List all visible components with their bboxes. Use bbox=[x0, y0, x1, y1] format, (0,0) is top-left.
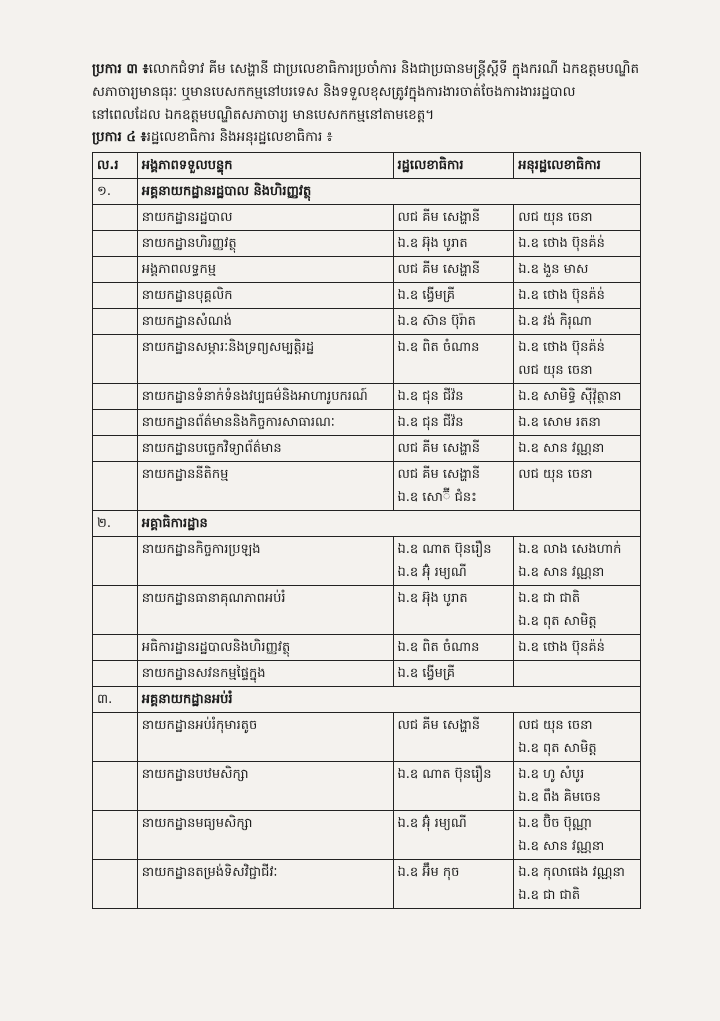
secretary-cell bbox=[393, 335, 514, 384]
table-row bbox=[93, 436, 641, 462]
unit-name: នាយកដ្ឋានសវនកម្មផ្ទៃក្នុង bbox=[137, 661, 393, 687]
unit-name: នាយកដ្ឋានសម្ភារៈនិងទ្រព្យសម្បត្តិរដ្ឋ bbox=[137, 335, 393, 384]
group-name: អគ្គនាយកដ្ឋានអប់រំ bbox=[137, 687, 640, 713]
under-secretary-name: លជ យុន ចេនា bbox=[518, 467, 593, 482]
table-row bbox=[93, 811, 641, 860]
group-number: ១. bbox=[93, 179, 138, 205]
under-secretary-cell bbox=[514, 436, 641, 462]
article-3-label: ប្រការ ៣ ៖ bbox=[92, 61, 149, 77]
under-secretary-name: ឯ.ឧ សោម រតនា bbox=[518, 415, 601, 430]
row-number-cell bbox=[93, 661, 138, 687]
secretary-cell bbox=[393, 811, 514, 860]
article-3-line-1 bbox=[92, 58, 682, 81]
secretary-name: ឯ.ឧ ណាត ប៊ុនរឿន bbox=[397, 767, 492, 782]
under-secretary-cell bbox=[514, 635, 641, 661]
secretary-name: ឯ.ឧ អ៊ុំ រម្យណី bbox=[397, 565, 467, 580]
secretary-cell bbox=[393, 231, 514, 257]
table-row bbox=[93, 860, 641, 909]
row-number-cell bbox=[93, 713, 138, 762]
under-secretary-name: ឯ.ឧ ជា ជាតិ bbox=[518, 591, 581, 606]
table-row bbox=[93, 635, 641, 661]
secretary-cell bbox=[393, 586, 514, 635]
row-number-cell bbox=[93, 410, 138, 436]
under-secretary-cell bbox=[514, 309, 641, 335]
article-4-label: ប្រការ ៤ ៖ bbox=[92, 129, 147, 145]
under-secretary-name: ឯ.ឧ សាន វណ្ណនា bbox=[518, 839, 605, 854]
group-number: ៣. bbox=[93, 687, 138, 713]
secretary-cell bbox=[393, 309, 514, 335]
secretary-name: លជ គីម សេង្ហានី bbox=[397, 210, 481, 225]
secretary-name: ឯ.ឧ អ៊ុំ រម្យណី bbox=[397, 816, 467, 831]
table-header-row bbox=[93, 153, 641, 179]
group-name: អគ្គាធិការដ្ឋាន bbox=[137, 511, 640, 537]
group-name: អគ្គនាយកដ្ឋានរដ្ឋបាល និងហិរញ្ញវត្ថុ bbox=[137, 179, 640, 205]
under-secretary-name: ឯ.ឧ ថោង ប៊ុនគ៉ន់ bbox=[518, 288, 605, 303]
under-secretary-name: ឯ.ឧ ហូ សំបូរ bbox=[518, 767, 585, 782]
secretary-name: លជ គីម សេង្ហានី bbox=[397, 467, 481, 482]
secretary-cell bbox=[393, 205, 514, 231]
table-row bbox=[93, 462, 641, 511]
unit-name: នាយកដ្ឋានមធ្យមសិក្សា bbox=[137, 811, 393, 860]
header-under-secretary: អនុរដ្ឋលេខាធិការ bbox=[514, 153, 641, 179]
secretary-name: ឯ.ឧ ពិត ចំណាន bbox=[397, 340, 480, 355]
secretary-name: ឯ.ឧ អ៊ុង បូរាត bbox=[397, 236, 468, 251]
secretary-name: ឯ.ឧ ជុន ជីវ៉ន bbox=[397, 415, 464, 430]
header-number: ល.រ bbox=[93, 153, 138, 179]
table-row bbox=[93, 335, 641, 384]
article-3-text-1: លោកជំទាវ គីម សេង្ហានី ជាប្រលេខាធិការប្រចាំការ និងជាប្រធានមន្ត្រីស្តីទី ក្នុងករណី ឯកឧត្តមបណ្ឌិត bbox=[148, 61, 640, 77]
under-secretary-name: ឯ.ឧ ថោង ប៊ុនគ៉ន់ bbox=[518, 640, 605, 655]
unit-name: នាយកដ្ឋានអប់រំកុមារតូច bbox=[137, 713, 393, 762]
table-row bbox=[93, 713, 641, 762]
table-group-row bbox=[93, 687, 641, 713]
table-row bbox=[93, 309, 641, 335]
article-3-line-3: នៅពេលដែល ឯកឧត្តមបណ្ឌិតសភាចារ្យ មានបេសកកម្មនៅតាមខេត្ត។ bbox=[92, 107, 435, 123]
under-secretary-cell bbox=[514, 384, 641, 410]
table-row bbox=[93, 762, 641, 811]
unit-name: អធិការដ្ឋានរដ្ឋបាលនិងហិរញ្ញវត្ថុ bbox=[137, 635, 393, 661]
under-secretary-name: លជ យុន ចេនា bbox=[518, 363, 593, 378]
under-secretary-name: ឯ.ឧ សាមិទ្ធិ ស៊ីវ៉ុត្ថានា bbox=[518, 389, 622, 404]
under-secretary-cell bbox=[514, 811, 641, 860]
row-number-cell bbox=[93, 436, 138, 462]
unit-name: នាយកដ្ឋានធានាគុណភាពអប់រំ bbox=[137, 586, 393, 635]
secretary-cell bbox=[393, 762, 514, 811]
under-secretary-name: ឯ.ឧ ពុត សាមិត្ត bbox=[518, 614, 597, 629]
table-row bbox=[93, 384, 641, 410]
secretary-name: ឯ.ឧ ជុន ជីវ៉ន bbox=[397, 389, 464, 404]
secretary-name: ឯ.ឧ ណាត ប៊ុនរឿន bbox=[397, 542, 492, 557]
under-secretary-cell bbox=[514, 586, 641, 635]
under-secretary-name: ឯ.ឧ សាន វណ្ណនា bbox=[518, 565, 605, 580]
secretary-name: លជ គីម សេង្ហានី bbox=[397, 718, 481, 733]
under-secretary-name: លជ យុន ចេនា bbox=[518, 718, 593, 733]
under-secretary-cell bbox=[514, 860, 641, 909]
secretary-name: ឯ.ឧ អ៊ឹម កុច bbox=[397, 865, 460, 880]
unit-name: នាយកដ្ឋានហិរញ្ញវត្ថុ bbox=[137, 231, 393, 257]
unit-name: នាយកដ្ឋានតម្រង់ទិសវិជ្ជាជីវៈ bbox=[137, 860, 393, 909]
secretary-name: ឯ.ឧ ង្វើមគ្រី bbox=[397, 666, 456, 681]
under-secretary-cell bbox=[514, 205, 641, 231]
table-row bbox=[93, 661, 641, 687]
table-body bbox=[93, 179, 641, 909]
under-secretary-name: ឯ.ឧ ថោង ប៊ុនគ៉ន់ bbox=[518, 340, 605, 355]
unit-name: នាយកដ្ឋានបឋមសិក្សា bbox=[137, 762, 393, 811]
table-row bbox=[93, 205, 641, 231]
table-group-row bbox=[93, 511, 641, 537]
secretary-name: ឯ.ឧ ង្វើមគ្រី bbox=[397, 288, 456, 303]
secretary-cell bbox=[393, 384, 514, 410]
unit-name: នាយកដ្ឋានសំណង់ bbox=[137, 309, 393, 335]
under-secretary-cell bbox=[514, 462, 641, 511]
under-secretary-cell bbox=[514, 257, 641, 283]
row-number-cell bbox=[93, 811, 138, 860]
unit-name: នាយកដ្ឋាននីតិកម្ម bbox=[137, 462, 393, 511]
article-4 bbox=[92, 126, 682, 149]
table-row bbox=[93, 231, 641, 257]
row-number-cell bbox=[93, 586, 138, 635]
row-number-cell bbox=[93, 762, 138, 811]
unit-name: នាយកដ្ឋានទំនាក់ទំនងវប្បធម៌និងអាហារូបករណ៍ bbox=[137, 384, 393, 410]
row-number-cell bbox=[93, 635, 138, 661]
row-number-cell bbox=[93, 860, 138, 909]
row-number-cell bbox=[93, 257, 138, 283]
under-secretary-cell bbox=[514, 762, 641, 811]
row-number-cell bbox=[93, 283, 138, 309]
article-3 bbox=[92, 58, 682, 127]
unit-name: នាយកដ្ឋានបុគ្គលិក bbox=[137, 283, 393, 309]
under-secretary-name: ឯ.ឧ សាន វណ្ណនា bbox=[518, 441, 605, 456]
under-secretary-cell bbox=[514, 661, 641, 687]
secretary-cell bbox=[393, 537, 514, 586]
secretary-name: លជ គីម សេង្ហានី bbox=[397, 262, 481, 277]
secretary-cell bbox=[393, 410, 514, 436]
unit-name: អង្គភាពលទ្ធកម្ម bbox=[137, 257, 393, 283]
under-secretary-name: ឯ.ឧ ពុត សាមិត្ត bbox=[518, 741, 597, 756]
table-row bbox=[93, 410, 641, 436]
unit-name: នាយកដ្ឋានព័ត៌មាននិងកិច្ចការសាធារណៈ bbox=[137, 410, 393, 436]
header-secretary: រដ្ឋលេខាធិការ bbox=[393, 153, 514, 179]
under-secretary-name: ឯ.ឧ ប៊ិច ប៊ុណ្ណា bbox=[518, 816, 592, 831]
row-number-cell bbox=[93, 384, 138, 410]
article-4-text: រដ្ឋលេខាធិការ និងអនុរដ្ឋលេខាធិការ ៖ bbox=[146, 129, 333, 145]
under-secretary-name: ឯ.ឧ ថោង ប៊ុនគ៉ន់ bbox=[518, 236, 605, 251]
row-number-cell bbox=[93, 462, 138, 511]
under-secretary-name: ឯ.ឧ វង់ កិរុណា bbox=[518, 314, 592, 329]
unit-name: នាយកដ្ឋានបច្ចេកវិទ្យាព័ត៌មាន bbox=[137, 436, 393, 462]
under-secretary-name: ឯ.ឧ កុលាផេង វណ្ណនា bbox=[518, 865, 625, 880]
table-row bbox=[93, 283, 641, 309]
secretary-cell bbox=[393, 257, 514, 283]
under-secretary-cell bbox=[514, 335, 641, 384]
under-secretary-cell bbox=[514, 410, 641, 436]
row-number-cell bbox=[93, 231, 138, 257]
secretary-cell bbox=[393, 635, 514, 661]
article-3-line-2: សភាចារ្យមានធុរៈ ឬមានបេសកកម្មនៅបរទេស និងទទួលខុសត្រូវក្នុងការងារចាត់ចែងការងាររដ្ឋបាល bbox=[92, 84, 576, 100]
secretary-cell bbox=[393, 661, 514, 687]
header-unit: អង្គភាពទទួលបន្ទុក bbox=[137, 153, 393, 179]
row-number-cell bbox=[93, 537, 138, 586]
under-secretary-name: ឯ.ឧ លាង សេងហាក់ bbox=[518, 542, 622, 557]
secretary-cell bbox=[393, 713, 514, 762]
table-row bbox=[93, 257, 641, 283]
secretary-cell bbox=[393, 860, 514, 909]
unit-name: នាយកដ្ឋានរដ្ឋបាល bbox=[137, 205, 393, 231]
under-secretary-cell bbox=[514, 283, 641, 309]
row-number-cell bbox=[93, 205, 138, 231]
under-secretary-name: លជ យុន ចេនា bbox=[518, 210, 593, 225]
under-secretary-cell bbox=[514, 713, 641, 762]
group-number: ២. bbox=[93, 511, 138, 537]
under-secretary-name: ឯ.ឧ ជា ជាតិ bbox=[518, 888, 581, 903]
secretary-name: ឯ.ឧ ស៊ាន ប៊ុរ៉ាត bbox=[397, 314, 476, 329]
secretary-name: ឯ.ឧ សោ៊ី ជំនះ bbox=[397, 490, 477, 505]
secretary-name: ឯ.ឧ ពិត ចំណាន bbox=[397, 640, 480, 655]
under-secretary-name: ឯ.ឧ ងួន មាស bbox=[518, 262, 589, 277]
secretary-cell bbox=[393, 283, 514, 309]
row-number-cell bbox=[93, 335, 138, 384]
secretary-cell bbox=[393, 462, 514, 511]
table-row bbox=[93, 586, 641, 635]
row-number-cell bbox=[93, 309, 138, 335]
table-group-row bbox=[93, 179, 641, 205]
under-secretary-cell bbox=[514, 537, 641, 586]
unit-name: នាយកដ្ឋានកិច្ចការប្រឡង bbox=[137, 537, 393, 586]
secretary-name: ឯ.ឧ អ៊ុង បូរាត bbox=[397, 591, 468, 606]
under-secretary-name: ឯ.ឧ ពឹង គិមចេន bbox=[518, 790, 601, 805]
secretary-cell bbox=[393, 436, 514, 462]
secretary-name: លជ គីម សេង្ហានី bbox=[397, 441, 481, 456]
under-secretary-cell bbox=[514, 231, 641, 257]
table-row bbox=[93, 537, 641, 586]
assignment-table bbox=[92, 152, 641, 909]
